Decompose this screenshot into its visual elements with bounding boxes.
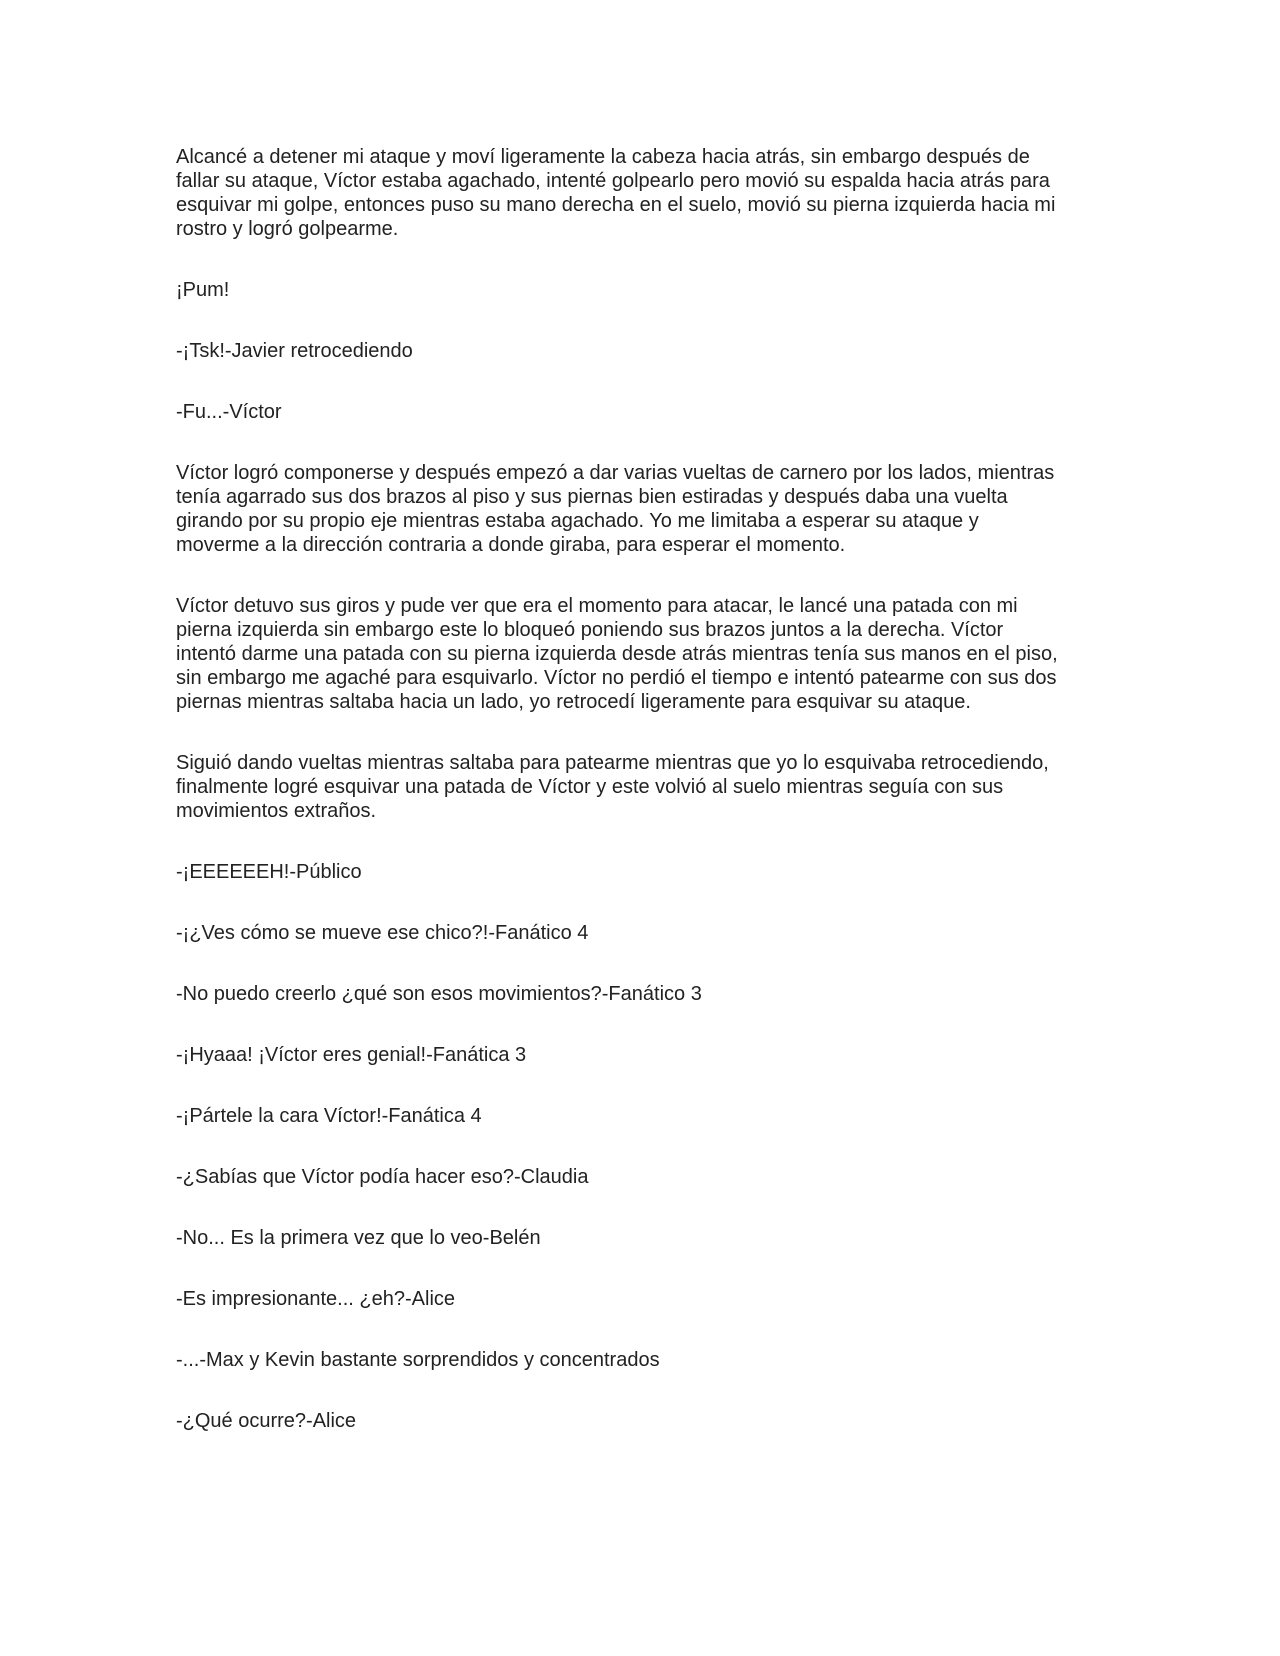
dialogue-line: -¿Qué ocurre?-Alice <box>176 1410 357 1432</box>
paragraph-6 <box>176 594 1106 714</box>
dialogue-line: -¡Hyaaa! ¡Víctor eres genial!-Fanática 3 <box>176 1044 527 1066</box>
text-line: intentó darme una patada con su pierna izquierda desde atrás mientras tenía sus manos en el piso, <box>176 643 1058 665</box>
dialogue-line: -No puedo creerlo ¿qué son esos movimientos?-Fanático 3 <box>176 983 702 1005</box>
sound-effect-line: ¡Pum! <box>176 279 230 301</box>
dialogue-line: -No... Es la primera vez que lo veo-Belén <box>176 1227 541 1249</box>
text-line: fallar su ataque, Víctor estaba agachado, intenté golpearlo pero movió su espalda hacia atrás para <box>176 170 1050 192</box>
dialogue-line: -¡EEEEEEH!-Público <box>176 861 362 883</box>
text-line: finalmente logré esquivar una patada de Víctor y este volvió al suelo mientras seguía con sus <box>176 776 1004 798</box>
text-line: tenía agarrado sus dos brazos al piso y sus piernas bien estiradas y después daba una vuelta <box>176 486 1008 508</box>
dialogue-line: -...-Max y Kevin bastante sorprendidos y concentrados <box>176 1349 660 1371</box>
text-line: girando por su propio eje mientras estaba agachado. Yo me limitaba a esperar su ataque y <box>176 510 979 532</box>
dialogue-line: -¡¿Ves cómo se mueve ese chico?!-Fanático 4 <box>176 922 589 944</box>
text-line: pierna izquierda sin embargo este lo bloqueó poniendo sus brazos juntos a la derecha. Víctor <box>176 619 1004 641</box>
dialogue-line: -¡Tsk!-Javier retrocediendo <box>176 340 413 362</box>
text-line: moverme a la dirección contraria a donde giraba, para esperar el momento. <box>176 534 846 556</box>
text-line: piernas mientras saltaba hacia un lado, yo retrocedí ligeramente para esquivar su ataque. <box>176 691 971 713</box>
paragraph-7 <box>176 751 1106 823</box>
text-line: Víctor detuvo sus giros y pude ver que era el momento para atacar, le lancé una patada con mi <box>176 595 1018 617</box>
text-line: sin embargo me agaché para esquivarlo. Víctor no perdió el tiempo e intentó patearme con sus dos <box>176 667 1057 689</box>
text-line: Alcancé a detener mi ataque y moví ligeramente la cabeza hacia atrás, sin embargo después de <box>176 146 1030 168</box>
text-line: esquivar mi golpe, entonces puso su mano derecha en el suelo, movió su pierna izquierda hacia mi <box>176 194 1056 216</box>
dialogue-line: -¿Sabías que Víctor podía hacer eso?-Claudia <box>176 1166 589 1188</box>
text-line: movimientos extraños. <box>176 800 377 822</box>
paragraph-1 <box>176 145 1106 241</box>
document-page <box>176 145 1106 1470</box>
text-line: Víctor logró componerse y después empezó a dar varias vueltas de carnero por los lados, mientras <box>176 462 1055 484</box>
paragraph-5 <box>176 461 1106 557</box>
dialogue-line: -¡Pártele la cara Víctor!-Fanática 4 <box>176 1105 482 1127</box>
text-line: Siguió dando vueltas mientras saltaba para patearme mientras que yo lo esquivaba retrocediendo, <box>176 752 1049 774</box>
dialogue-line: -Fu...-Víctor <box>176 401 282 423</box>
text-line: rostro y logró golpearme. <box>176 218 399 240</box>
dialogue-line: -Es impresionante... ¿eh?-Alice <box>176 1288 456 1310</box>
